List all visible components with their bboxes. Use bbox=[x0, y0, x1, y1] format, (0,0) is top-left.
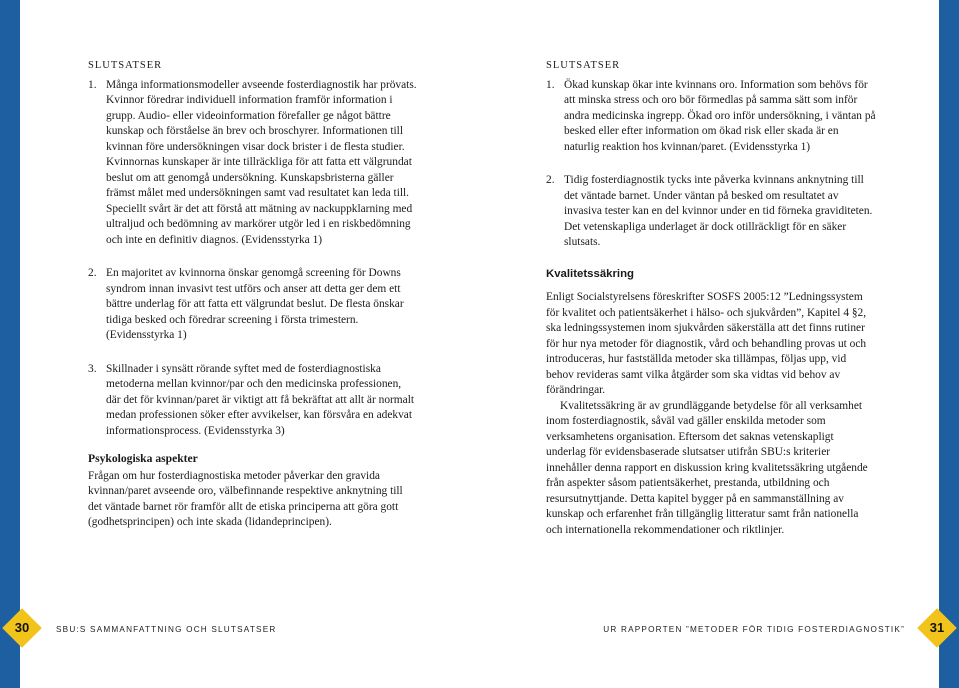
quality-heading: Kvalitetssäkring bbox=[546, 267, 634, 280]
right-page-column bbox=[546, 58, 876, 538]
right-conclusions-list bbox=[546, 78, 876, 251]
list-text: Många informationsmodeller avseende fosterdiagnostik har prövats. Kvinnor föredrar individuell information framför information i grupp. Audio- eller videoinformation förefaller ge något bättre kunskap och förståelse än brev och broschyrer. Informationen till kvinnan före undersökningen visar dock brister i de flesta studier. Kvinnornas kunskaper är inte tillräckliga för att fatta ett välgrundat beslut om att genomgå undersökning. Kunskapsbristerna gäller främst målet med undersökningen samt vad resultatet kan leda till. Speciellt svårt är det att förstå att mätning av nackuppklarning med ultraljud och bedömning av markörer utgör led i en riskbedömning och inte en definitiv diagnos. (Evidensstyrka 1) bbox=[106, 78, 417, 246]
left-kicker: SLUTSATSER bbox=[88, 60, 163, 71]
list-number: 1. bbox=[546, 78, 555, 91]
quality-paragraph-1: Enligt Socialstyrelsens föreskrifter SOSFS 2005:12 ”Ledningssystem för kvalitet och patientsäkerhet i hälso- och sjukvården”, Kapitel 4 §2, ska ledningssystemen inom sjukvården säkerställa att det finns rutiner för hur nya metoder för diagnostik, vård och behandling provas ut och introduceras, hur fastställda metoder ska tillämpas, följas upp, vid behov revideras samt vilka åtgärder som ska vidtas vid behov av förändringar. bbox=[546, 291, 867, 396]
psychology-heading: Psykologiska aspekter bbox=[88, 452, 198, 465]
footer-label-left: SBU:S SAMMANFATTNING OCH SLUTSATSER bbox=[56, 625, 277, 634]
list-number: 2. bbox=[546, 174, 555, 186]
list-item bbox=[546, 78, 876, 156]
left-conclusions-list bbox=[88, 78, 418, 440]
list-item bbox=[88, 266, 418, 344]
list-item bbox=[88, 78, 418, 249]
right-kicker: SLUTSATSER bbox=[546, 60, 621, 71]
list-item bbox=[546, 173, 876, 251]
page-number-left: 30 bbox=[14, 620, 30, 635]
list-text: En majoritet av kvinnorna önskar genomgå screening för Downs syndrom innan invasivt test utförs och anser att detta ger dem ett bättre underlag för att fatta ett välgrundat beslut. De flesta önskar tidiga besked och föredrar screening i första trimestern. (Evidensstyrka 1) bbox=[106, 267, 404, 341]
list-text: Ökad kunskap ökar inte kvinnans oro. Information som behövs för att minska stress och oro bör förmedlas på samma sätt som inför andra medicinska ingrepp. Ökad oro inför undersökning, i väntan på besked eller efter information om ökad risk eller skada är en naturlig reaktion hos kvinnan/paret. (Evidensstyrka 1) bbox=[564, 78, 876, 153]
left-page-column bbox=[88, 58, 418, 531]
footer-label-right: UR RAPPORTEN ”METODER FÖR TIDIG FOSTERDIAGNOSTIK” bbox=[603, 625, 905, 634]
psychology-paragraph: Frågan om hur fosterdiagnostiska metoder påverkar den gravida kvinnan/paret avseende oro, välbefinnande respektive anknytning till det väntade barnet rör framför allt de etiska principerna att göra gott (godhetsprincipen) och inte skada (lidandeprincipen). bbox=[88, 469, 403, 528]
list-number: 3. bbox=[88, 362, 97, 375]
list-text: Tidig fosterdiagnostik tycks inte påverka kvinnans anknytning till det väntade barnet. Under väntan på besked om resultatet av invasiva tester kan en del kvinnor under en tid förneka graviditeten. Det vetenskapliga underlaget är dock otillräckligt för en säker slutsats. bbox=[564, 174, 873, 248]
page-number-right: 31 bbox=[929, 620, 945, 635]
left-edge-bar bbox=[0, 0, 20, 688]
list-item bbox=[88, 362, 418, 440]
list-number: 2. bbox=[88, 267, 97, 279]
right-edge-bar bbox=[939, 0, 959, 688]
list-text: Skillnader i synsätt rörande syftet med de fosterdiagnostiska metoderna mellan kvinnor/par och den medicinska professionen, där det för kvinnan/paret är viktigt att få bekräftat att allt är normalt medan professionen söker efter avvikelser, kan försvåra en adekvat informationsprocess. (Evidensstyrka 3) bbox=[106, 362, 415, 437]
list-number: 1. bbox=[88, 78, 97, 91]
quality-paragraph-2: Kvalitetssäkring är av grundläggande betydelse för all verksamhet inom fosterdiagnostik, såväl vad gäller enskilda metoder som verksamhetens organisation. Eftersom det saknas vetenskapligt underlag för evidensbaserade slutsatser utifrån SBU:s kriterier innehåller denna rapport en diskussion kring kvalitetssäkring utgående från aspekter såsom patientsäkerhet, prestanda, utbildning och resursutnyttjande. Detta kapitel bygger på en sammanställning av kunskap och erfarenhet från tillgänglig litteratur samt från nationella och internationella rekommendationer och riktlinjer. bbox=[546, 399, 868, 536]
